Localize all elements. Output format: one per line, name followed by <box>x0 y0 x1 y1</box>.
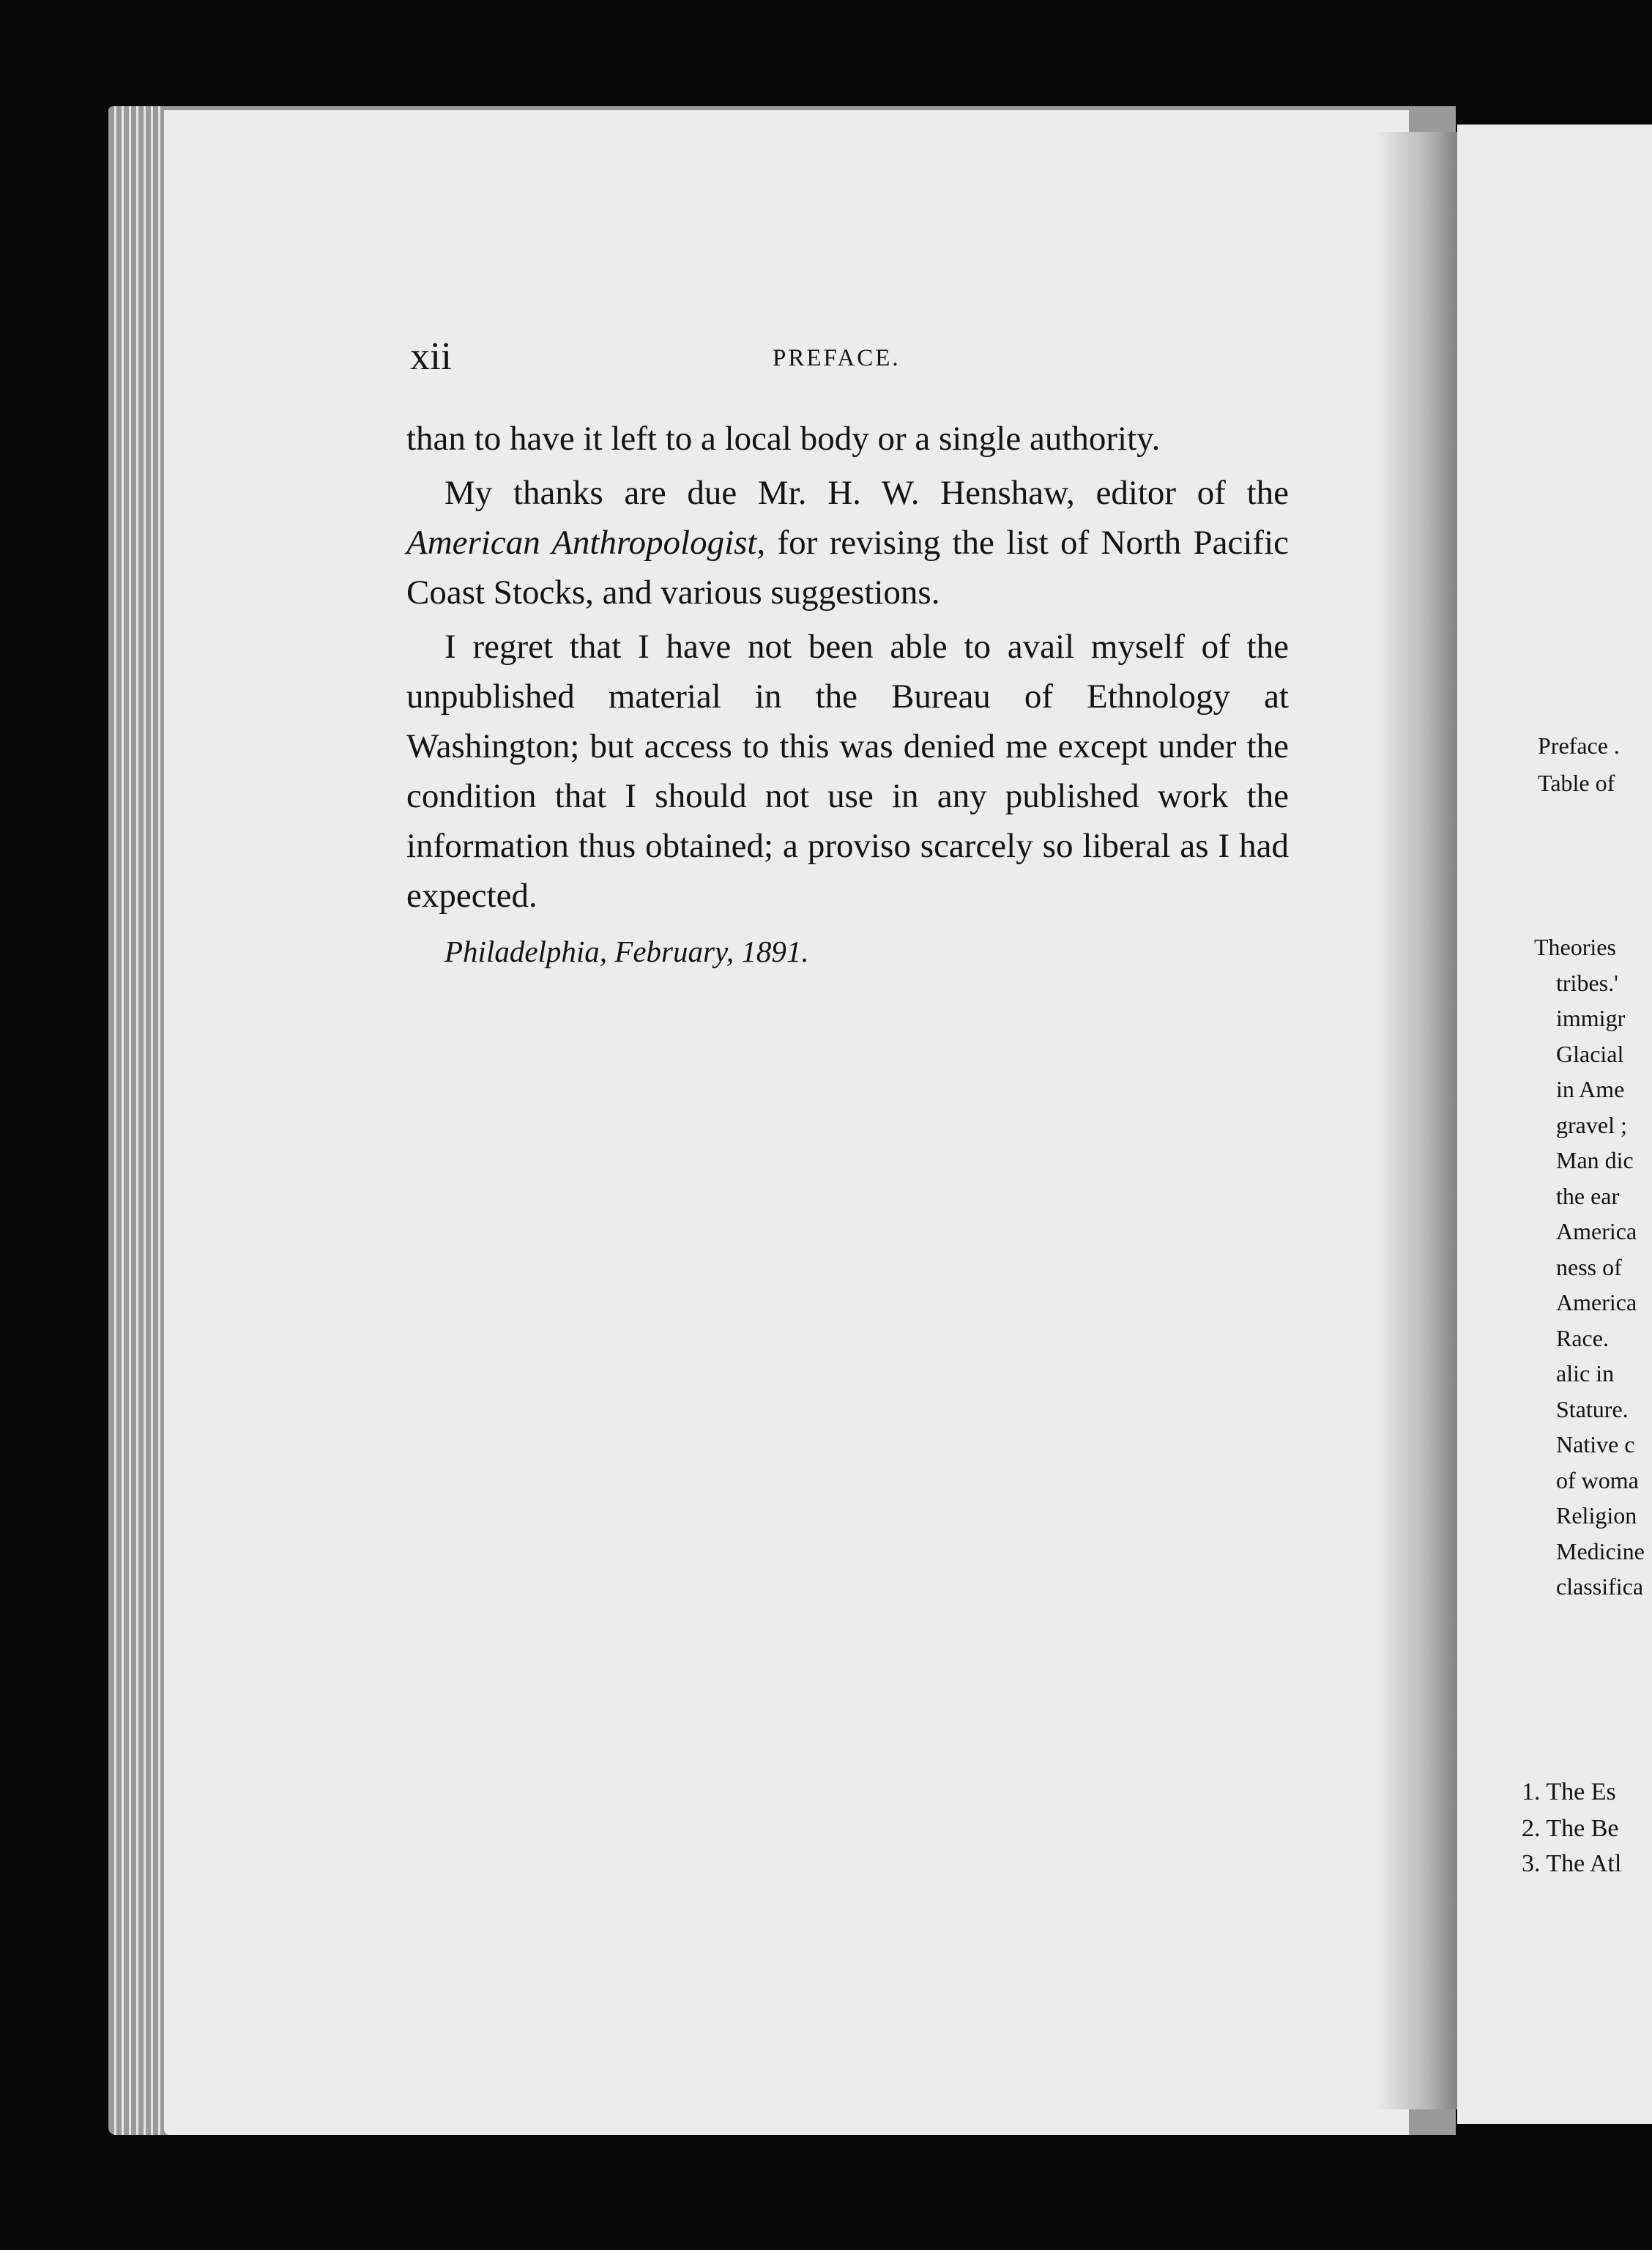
toc-entry: of woma <box>1556 1466 1639 1493</box>
toc-entry: tribes.' <box>1556 969 1618 996</box>
toc-entry: Race. <box>1556 1324 1609 1351</box>
toc-entry: Religion <box>1556 1502 1637 1529</box>
toc-entry: Theories <box>1534 934 1616 960</box>
toc-entry: America <box>1556 1289 1637 1315</box>
toc-entry: immigr <box>1556 1005 1626 1031</box>
toc-entry: classifica <box>1556 1573 1644 1600</box>
toc-entry: gravel ; <box>1556 1111 1627 1138</box>
running-head-title: PREFACE. <box>773 345 901 371</box>
numbered-item-1: 1. The Es <box>1522 1778 1616 1805</box>
toc-table-of: Table of <box>1538 770 1615 796</box>
page-number: xii <box>410 334 453 378</box>
running-head <box>410 333 1289 385</box>
toc-entry: alic in <box>1556 1360 1615 1386</box>
preface-text <box>406 414 1289 976</box>
toc-entry: Man dic <box>1556 1147 1634 1173</box>
toc-entry: Medicine <box>1556 1537 1645 1564</box>
toc-entry: Native c <box>1556 1431 1635 1458</box>
journal-title: American Anthropologist <box>406 524 757 562</box>
signature: Philadelphia, February, 1891. <box>444 935 809 968</box>
toc-entry: in Ame <box>1556 1076 1625 1102</box>
toc-entry: ness of <box>1556 1253 1622 1280</box>
toc-entry: Glacial <box>1556 1040 1624 1067</box>
paragraph-2: My thanks are due Mr. H. W. Henshaw, editor of the American Anthropologist, for revising the list of North Pacific Coast Stocks, and various suggestions. <box>406 474 1289 612</box>
toc-preface: Preface . <box>1538 732 1620 759</box>
toc-entry: America <box>1556 1218 1637 1244</box>
numbered-item-2: 2. The Be <box>1522 1815 1619 1842</box>
numbered-item-3: 3. The Atl <box>1522 1850 1622 1877</box>
toc-entry: the ear <box>1556 1182 1620 1209</box>
paragraph-3: I regret that I have not been able to avail myself of the unpublished material in the Bureau of Ethnology at Washington; but access to this was denied me except under the condition that I should not use in any published work the information thus obtained; a proviso scarcely so liberal as I had expected. <box>406 628 1289 915</box>
paragraph-1: than to have it left to a local body or a single authority. <box>406 420 1161 458</box>
toc-entry: Stature. <box>1556 1395 1629 1422</box>
